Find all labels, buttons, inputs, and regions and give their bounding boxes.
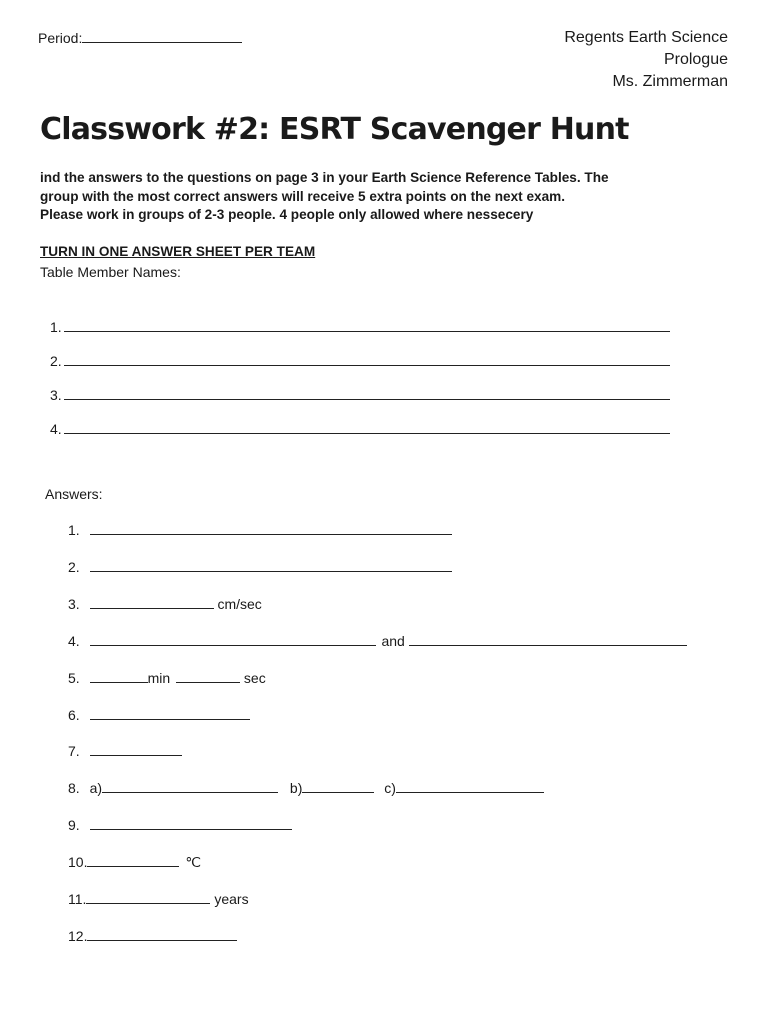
answer-number: 5. xyxy=(68,670,80,686)
answer-row xyxy=(68,520,452,538)
answers-label: Answers: xyxy=(45,486,103,502)
member-name-blank[interactable] xyxy=(64,419,670,434)
answer-row xyxy=(68,741,182,759)
member-row xyxy=(50,419,670,437)
min-label: min xyxy=(147,670,171,686)
answer-blank[interactable] xyxy=(90,557,452,572)
answer-number: 10. xyxy=(68,854,88,870)
answer-row xyxy=(68,815,292,833)
answer-row xyxy=(68,594,262,612)
answer-row xyxy=(68,631,687,649)
member-number: 1. xyxy=(50,319,62,335)
instruction-line: group with the most correct answers will receive 5 extra points on the next exam. xyxy=(40,188,566,204)
answer-number: 12. xyxy=(68,928,88,944)
answer-row xyxy=(68,705,250,723)
instructions xyxy=(40,169,730,225)
answer-blank[interactable] xyxy=(396,778,544,793)
answer-number: 4. xyxy=(68,633,80,649)
member-number: 2. xyxy=(50,353,62,369)
answer-blank[interactable] xyxy=(87,852,179,867)
answer-blank[interactable] xyxy=(86,889,210,904)
answer-number: 7. xyxy=(68,743,80,759)
unit-name: Prologue xyxy=(663,51,728,68)
answer-blank[interactable] xyxy=(102,778,278,793)
instruction-line: Please work in groups of 2-3 people. 4 people only allowed where nessecery xyxy=(40,207,534,222)
instruction-line: ind the answers to the questions on page 3 in your Earth Science Reference Tables. The xyxy=(40,170,609,185)
answer-blank[interactable] xyxy=(409,631,687,646)
answer-blank[interactable] xyxy=(302,778,374,793)
answer-number: 9. xyxy=(68,817,80,833)
turn-in-notice: TURN IN ONE ANSWER SHEET PER TEAM xyxy=(40,244,316,259)
and-label: and xyxy=(381,633,405,649)
member-name-blank[interactable] xyxy=(64,385,670,400)
answer-number: 3. xyxy=(68,596,80,612)
celsius-unit: ℃ xyxy=(185,854,202,870)
answer-number: 8. xyxy=(68,780,80,796)
answer-blank[interactable] xyxy=(90,705,250,720)
answer-blank[interactable] xyxy=(90,594,214,609)
answer-blank[interactable] xyxy=(90,520,452,535)
answer-number: 6. xyxy=(68,707,80,723)
member-name-blank[interactable] xyxy=(64,317,670,332)
answer-number: 2. xyxy=(68,559,80,575)
answer-row xyxy=(68,889,249,907)
years-label: years xyxy=(214,891,249,907)
member-name-blank[interactable] xyxy=(64,351,670,366)
answer-blank[interactable] xyxy=(90,815,292,830)
answer-blank[interactable] xyxy=(90,741,182,756)
answer-number: 1. xyxy=(68,522,80,538)
member-row xyxy=(50,351,670,369)
answer-row xyxy=(68,557,452,575)
course-info xyxy=(564,27,728,93)
page-title: Classwork #2: ESRT Scavenger Hunt xyxy=(40,112,629,147)
member-number: 4. xyxy=(50,421,62,437)
member-row xyxy=(50,385,670,403)
period-blank[interactable] xyxy=(82,28,242,43)
sec-label: sec xyxy=(243,670,266,686)
answer-blank[interactable] xyxy=(90,631,376,646)
answer-blank[interactable] xyxy=(87,926,237,941)
answer-row xyxy=(68,778,544,796)
part-c-label: c) xyxy=(384,780,396,796)
answer-blank[interactable] xyxy=(176,668,240,683)
member-number: 3. xyxy=(50,387,62,403)
answer-blank[interactable] xyxy=(90,668,148,683)
course-name: Regents Earth Science xyxy=(564,29,728,46)
answer-row xyxy=(68,668,266,686)
answer-row xyxy=(68,926,237,944)
unit-label: cm/sec xyxy=(217,596,262,612)
members-label: Table Member Names: xyxy=(40,264,181,280)
part-b-label: b) xyxy=(289,780,303,796)
answer-row xyxy=(68,852,201,871)
member-row xyxy=(50,317,670,335)
part-a-label: a) xyxy=(89,780,103,796)
teacher-name: Ms. Zimmerman xyxy=(612,73,728,90)
answer-number: 11. xyxy=(68,891,87,907)
period-label: Period: xyxy=(38,30,83,46)
period-field[interactable] xyxy=(38,28,242,46)
